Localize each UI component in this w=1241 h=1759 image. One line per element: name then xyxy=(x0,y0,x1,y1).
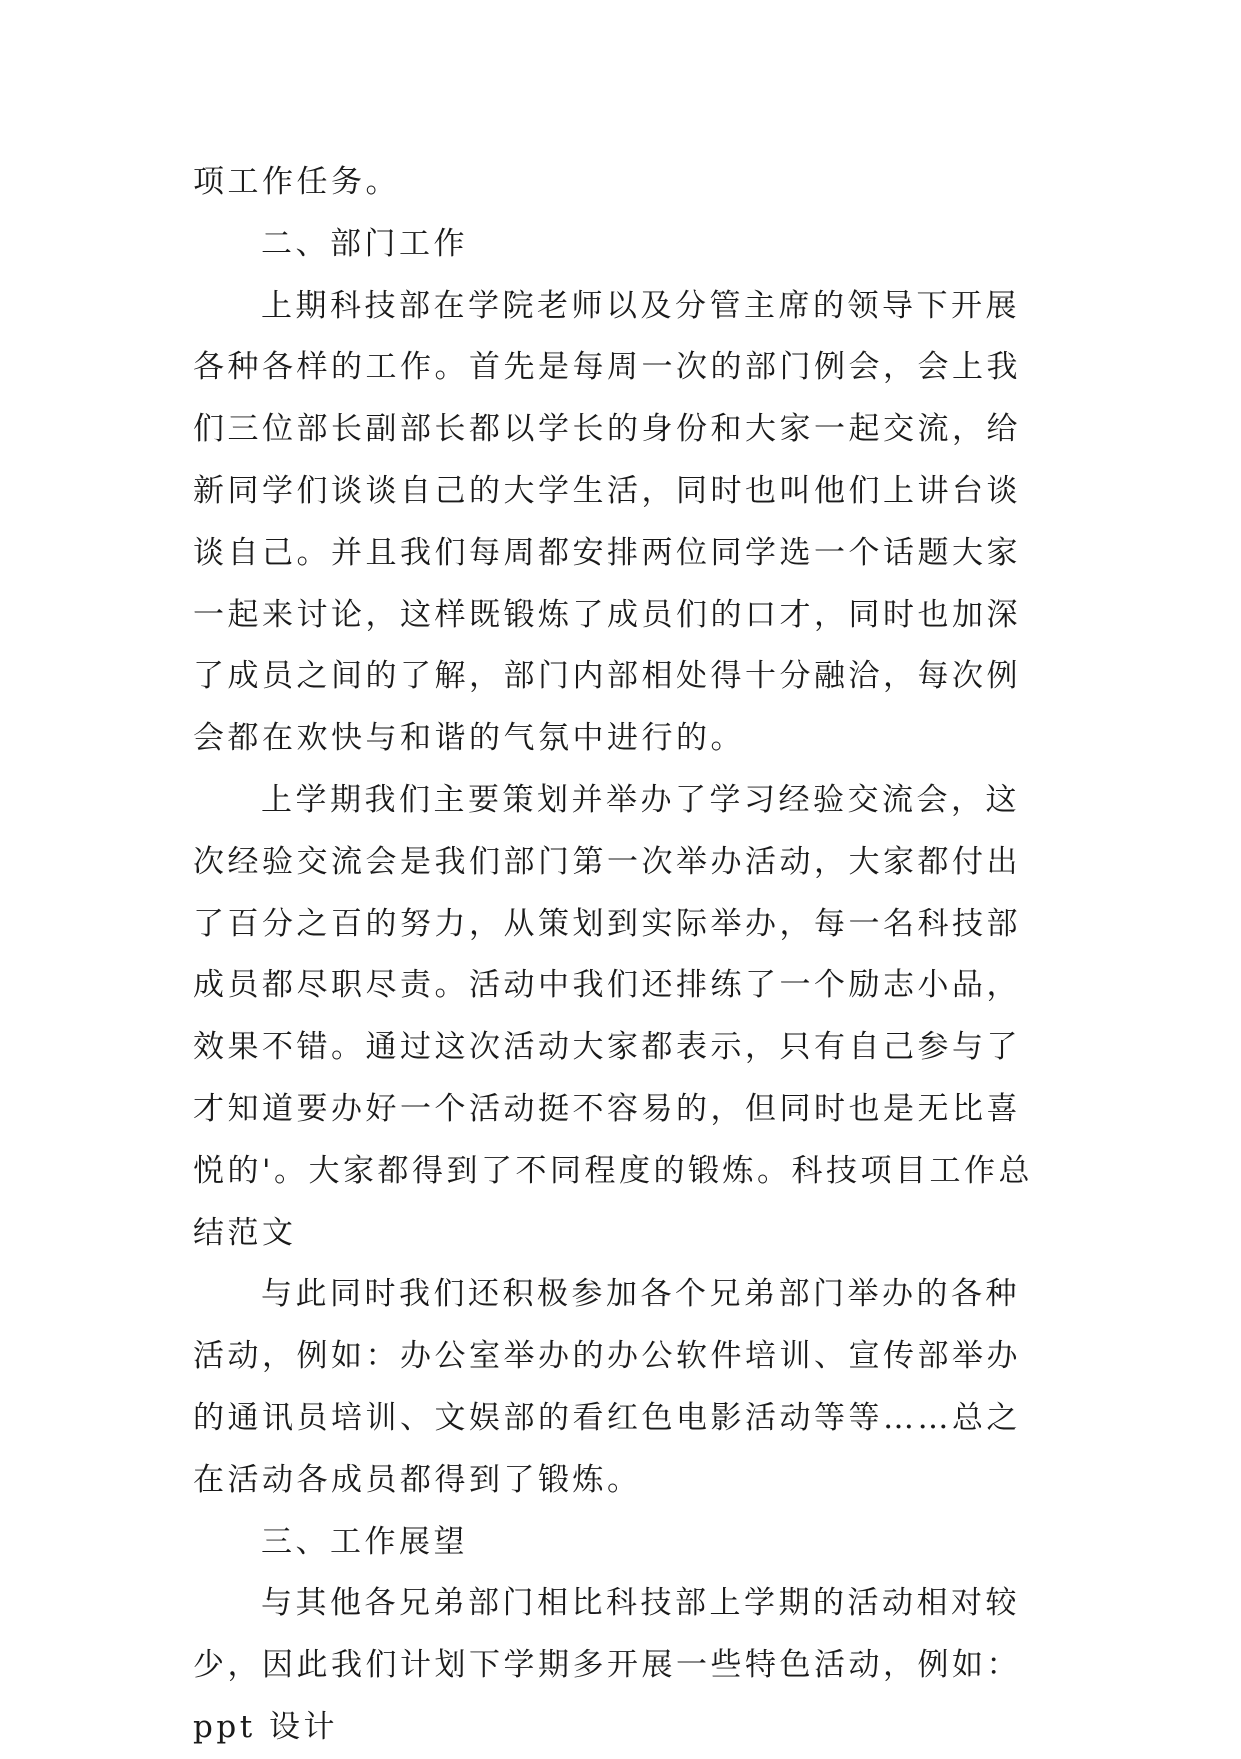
document-body xyxy=(193,152,1053,1759)
paragraph-experience-exchange: 上学期我们主要策划并举办了学习经验交流会，这次经验交流会是我们部门第一次举办活动，大家都付出了百分之百的努力，从策划到实际举办，每一名科技部成员都尽职尽责。活动中我们还排练了一个励志小品，效果不错。通过这次活动大家都表示，只有自己参与了才知道要办好一个活动挺不容易的，但同时也是无比喜悦的'。大家都得到了不同程度的锻炼。科技项目工作总结范文 xyxy=(193,781,1034,1251)
section-heading-work-outlook: 三、工作展望 xyxy=(261,1523,468,1560)
paragraph-weekly-meetings: 上期科技部在学院老师以及分管主席的领导下开展各种各样的工作。首先是每周一次的部门例会，会上我们三位部长副部长都以学长的身份和大家一起交流，给新同学们谈谈自己的大学生活，同时也叫他们上讲台谈谈自己。并且我们每周都安排两位同学选一个话题大家一起来讨论，这样既锻炼了成员们的口才，同时也加深了成员之间的了解，部门内部相处得十分融洽，每次例会都在欢快与和谐的气氛中进行的。 xyxy=(193,287,1021,757)
paragraph-other-activities: 与此同时我们还积极参加各个兄弟部门举办的各种活动，例如：办公室举办的办公软件培训、宣传部举办的通讯员培训、文娱部的看红色电影活动等等……总之在活动各成员都得到了锻炼。 xyxy=(193,1276,1021,1498)
section-heading-department-work: 二、部门工作 xyxy=(261,225,468,262)
paragraph-continuation: 项工作任务。 xyxy=(193,164,400,200)
paragraph-plans: 与其他各兄弟部门相比科技部上学期的活动相对较少，因此我们计划下学期多开展一些特色活动，例如：ppt 设计 xyxy=(193,1585,1021,1745)
